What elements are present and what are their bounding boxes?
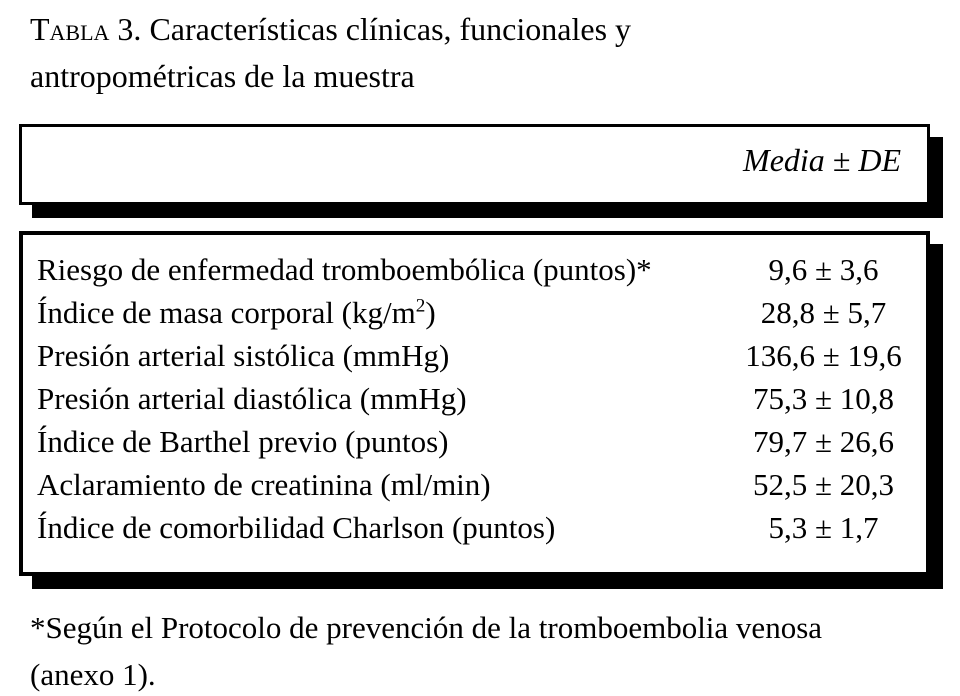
stats-table: [19, 231, 930, 576]
table-row: [37, 420, 926, 463]
row-value: 75,3 ± 10,8: [752, 381, 894, 416]
row-label: Riesgo de enfermedad tromboembólica (puntos)*: [37, 252, 652, 287]
footnote-line-1: *Según el Protocolo de prevención de la tromboembolia venosa: [30, 610, 823, 645]
column-header-box: [19, 124, 930, 205]
table-number-label: Tabla 3.: [30, 11, 142, 47]
row-value: 52,5 ± 20,3: [752, 467, 894, 502]
caption-text-line-1: Características clínicas, funcionales y: [149, 11, 632, 47]
row-value: 5,3 ± 1,7: [768, 510, 879, 545]
row-label-superscript: 2: [415, 295, 426, 317]
column-header-label: Media ± DE: [743, 142, 901, 178]
row-label: Aclaramiento de creatinina (ml/min): [37, 467, 491, 502]
table-row: [37, 377, 926, 420]
table-row: [37, 334, 926, 377]
row-label: Índice de masa corporal $(kg/m^2)$: [37, 295, 436, 330]
row-label: Presión arterial sistólica (mmHg): [37, 338, 450, 373]
table-caption: [30, 6, 631, 100]
row-label: Índice de Barthel previo (puntos): [37, 424, 449, 459]
row-label: Presión arterial diastólica (mmHg): [37, 381, 467, 416]
row-value: 28,8 ± 5,7: [760, 295, 887, 330]
row-value: 9,6 ± 3,6: [768, 252, 879, 287]
caption-line-1: [30, 6, 631, 53]
row-label: Índice de comorbilidad Charlson (puntos): [37, 510, 556, 545]
row-value: 136,6 ± 19,6: [745, 338, 902, 373]
caption-text-line-2: antropométricas de la muestra: [30, 58, 415, 94]
footnote-line-2: (anexo 1).: [30, 657, 156, 692]
row-value: 79,7 ± 26,6: [752, 424, 894, 459]
stats-table-body: [37, 248, 926, 549]
table-row: [37, 463, 926, 506]
table-row: [37, 291, 926, 334]
table-row: [37, 248, 926, 291]
table-row: [37, 506, 926, 549]
footnote: [30, 604, 822, 696]
